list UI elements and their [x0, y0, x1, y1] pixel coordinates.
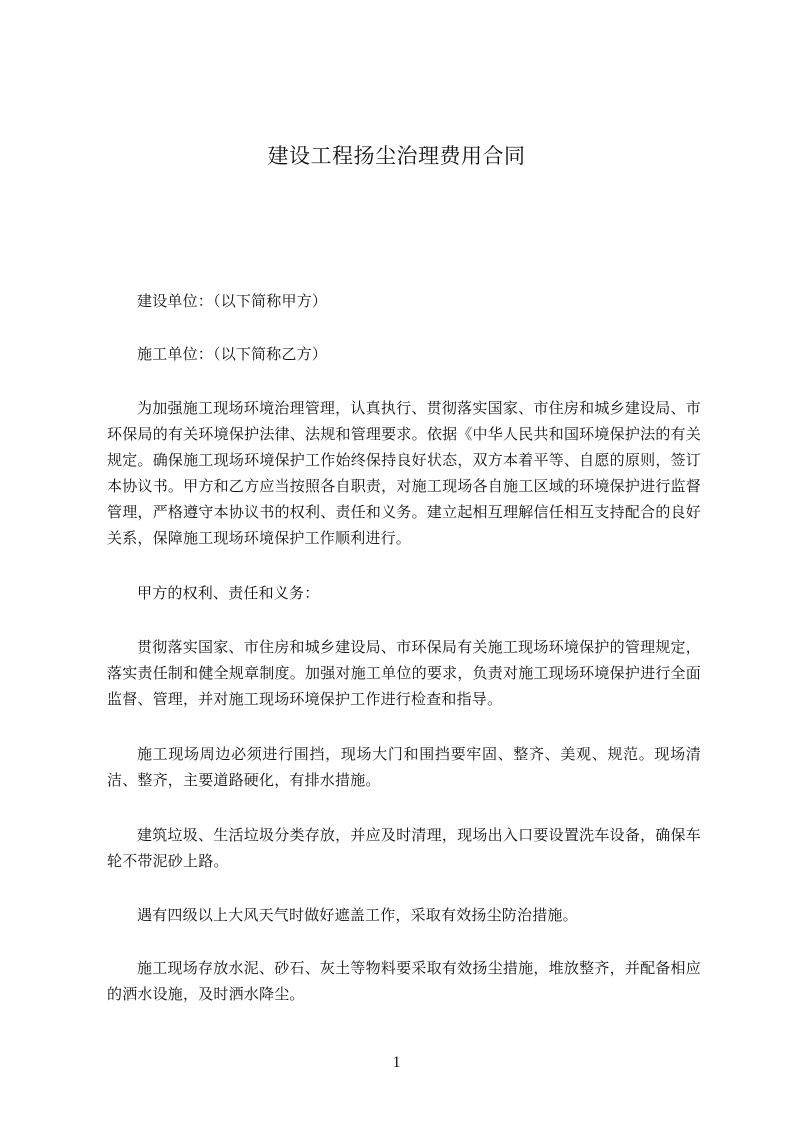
paragraph-party-a: 建设单位：（以下简称甲方） — [137, 292, 328, 310]
paragraph-party-a-heading: 甲方的权利、责任和义务： — [137, 584, 320, 602]
paragraph-party-b: 施工单位：（以下简称乙方） — [137, 345, 328, 363]
paragraph-party-a-duties: 贯彻落实国家、市住房和城乡建设局、市环保局有关施工现场环境保护的管理规定，落实责任制和健全规章制度。加强对施工单位的要求，负责对施工现场环境保护进行全面监督、管理，并对施工现场环境保护工作进行检查和指导。 — [107, 638, 701, 708]
paragraph-enclosure: 施工现场周边必须进行围挡，现场大门和围挡要牢固、整齐、美观、规范。现场清洁、整齐，主要道路硬化，有排水措施。 — [107, 745, 701, 789]
paragraph-waste: 建筑垃圾、生活垃圾分类存放，并应及时清理，现场出入口要设置洗车设备，确保车轮不带泥砂上路。 — [107, 826, 701, 870]
document-title: 建设工程扬尘治理费用合同 — [267, 144, 526, 168]
paragraph-wind: 遇有四级以上大风天气时做好遮盖工作，采取有效扬尘防治措施。 — [137, 906, 578, 924]
paragraph-purpose: 为加强施工现场环境治理管理，认真执行、贯彻落实国家、市住房和城乡建设局、市环保局的有关环境保护法律、法规和管理要求。依据《中华人民共和国环境保护法的有关规定。确保施工现场环境保护工作始终保持良好状态，双方本着平等、自愿的原则，签订本协议书。甲方和乙方应当按照各自职责，对施工现场各自施工区域的环境保护进行监督管理，严格遵守本协议书的权利、责任和义务。建立起相互理解信任相互支持配合的良好关系，保障施工现场环境保护工作顺利进行。 — [107, 399, 701, 547]
page-number: 1 — [392, 1054, 401, 1071]
paragraph-materials: 施工现场存放水泥、砂石、灰土等物料要采取有效扬尘措施，堆放整齐，并配备相应的洒水设施，及时洒水降尘。 — [107, 959, 701, 1003]
